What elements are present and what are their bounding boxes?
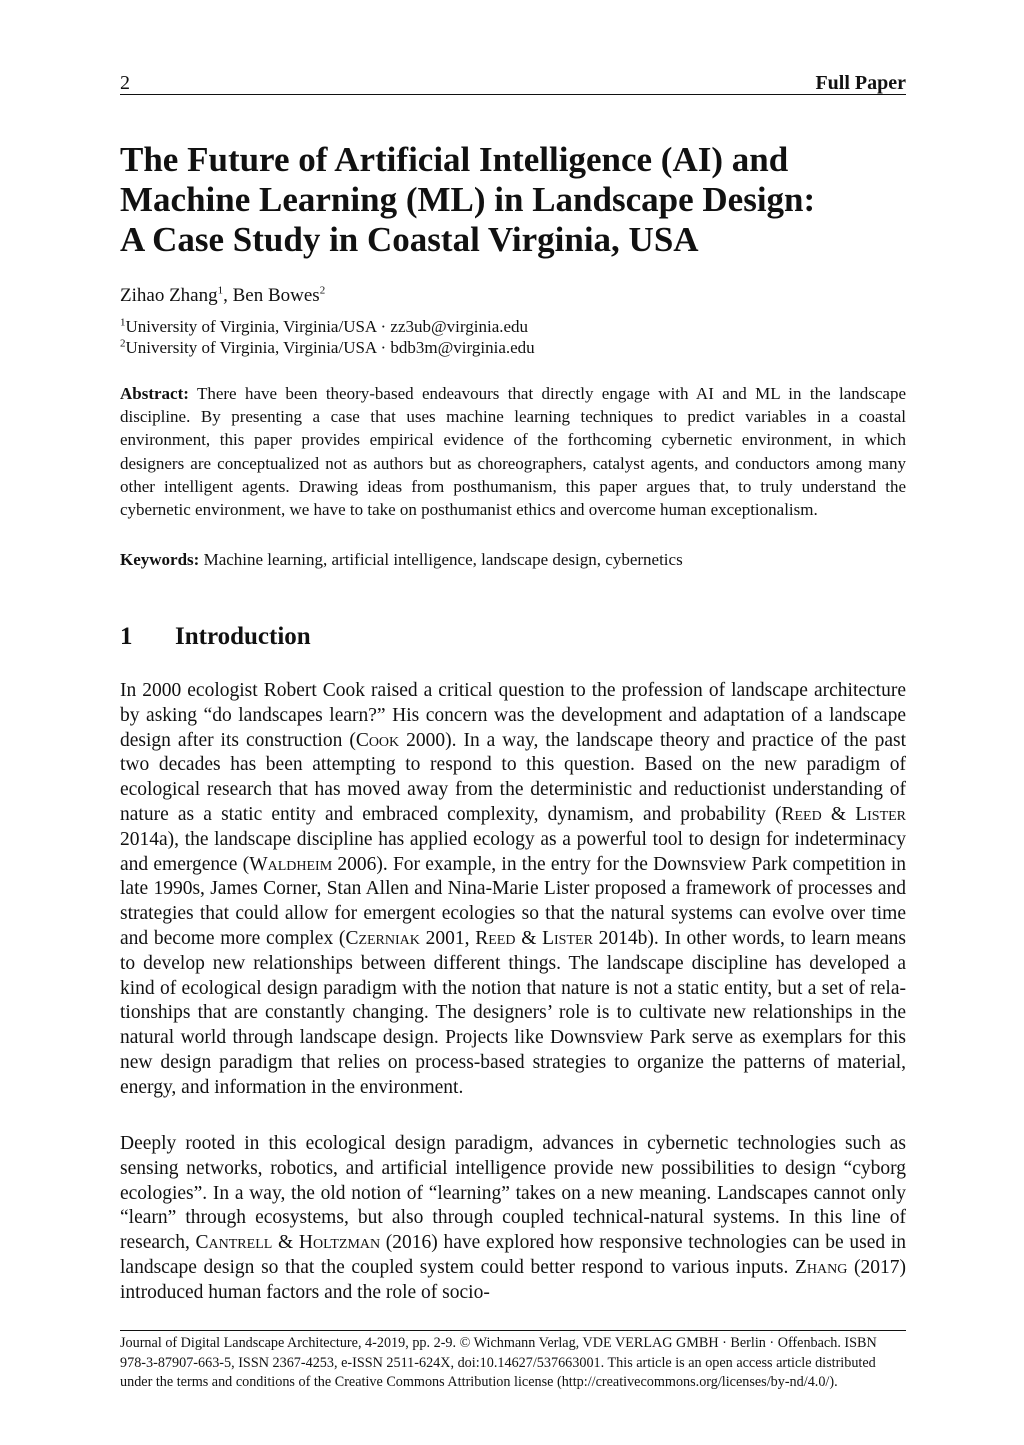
page-number: 2	[120, 72, 130, 94]
text-run: 2014b). In other words, to learn means to develop new relationships between different things. The landscape discipline has developed a kind of ecological design paradigm with the notion that nature is not a static entity, but a set of relationships that are constantly changing. The designers’ role is to cultivate new relationships in the natural world through landscape design. Projects like Downsview Park serve as exemplars for this new design paradigm that relies on process-based strategies to organize the patterns of material, energy, and information in the environment.	[120, 927, 906, 1098]
text-run: &	[821, 803, 856, 825]
citation-author: Reed	[781, 803, 822, 825]
section-title: Introduction	[175, 623, 311, 650]
author-name: Zihao Zhang	[120, 285, 218, 306]
text-run: (2017) introduced human factors and the role of socio-	[120, 1256, 906, 1303]
title-line-3: A Case Study in Coastal Virginia, USA	[120, 220, 699, 259]
citation-author: Cantrell	[195, 1232, 273, 1254]
affiliation-text: University of Virginia, Virginia/USA · bdb3m@virginia.edu	[125, 338, 535, 357]
affiliation	[120, 317, 528, 337]
text-run: In 2000 ecologist Robert Cook raised a critical question to the profession of landscape architecture by asking “do landscapes learn?” His concern was the development and adaptation of a landscape design after its construction (	[120, 680, 906, 751]
abstract	[120, 382, 906, 521]
citation-author: Zhang	[795, 1256, 848, 1278]
keywords	[120, 548, 906, 571]
section-number: 1	[120, 623, 133, 650]
abstract-label: Abstract:	[120, 384, 189, 403]
affiliation	[120, 338, 535, 358]
body-paragraph	[120, 1132, 906, 1306]
abstract-text: There have been theory-based endeavours that directly engage with AI and ML in the landscape discipline. By presenting a case that uses machine learning techniques to predict variables in a coastal environment, this paper provides empirical evidence of the forthcoming cybernetic environment, in which designers are conceptualized not as authors but as choreographers, catalyst agents, and conductors among many other intelligent agents. Drawing ideas from posthumanism, this paper argues that, to truly understand the cybernetic environment, we have to take on posthumanist ethics and overcome human exceptionalism.	[120, 384, 906, 520]
text-run: 2001,	[419, 927, 476, 949]
text-run: (2016) have explored how responsive technologies can be used in landscape design so that the coupled system could better respond to various inputs.	[120, 1232, 907, 1278]
author-affil-marker: 1	[217, 284, 224, 297]
author-name: Ben Bowes	[232, 285, 320, 306]
citation-author: Reed	[475, 927, 516, 949]
citation-author: Waldheim	[249, 853, 333, 875]
affiliation-marker: 1	[120, 316, 126, 329]
section-heading	[120, 623, 311, 651]
text-run: 2014a), the landscape discipline has applied ecology as a powerful tool to design for indeterminacy and emergence (	[120, 828, 906, 875]
text-run: &	[515, 927, 543, 949]
citation-author: Cook	[355, 729, 400, 751]
author-affil-marker: 2	[319, 284, 326, 297]
paper-title	[120, 140, 906, 260]
citation-author: Lister	[855, 803, 907, 825]
text-run: Deeply rooted in this ecological design paradigm, advances in cybernetic technologies such as sensing networks, robotics, and artificial intelligence provide new possibilities to design “cyborg ecologies”. In a way, the old notion of “learning” takes on a new meaning. Landscapes cannot only “learn” through ecosystems, but also through coupled technical-natural systems. In this line of research,	[120, 1133, 906, 1254]
author-separator: ,	[223, 285, 233, 306]
title-line-1: The Future of Artificial Intelligence (AI) and	[120, 140, 789, 179]
body-paragraph	[120, 679, 906, 1101]
keywords-text: Machine learning, artificial intelligence, landscape design, cybernetics	[203, 550, 683, 569]
running-head	[120, 72, 906, 95]
keywords-label: Keywords:	[120, 550, 200, 569]
citation-author: Holtzman	[298, 1232, 381, 1254]
citation-author: Czerniak	[345, 927, 420, 949]
publication-footnote: Journal of Digital Landscape Architecture, 4-2019, pp. 2-9. © Wichmann Verlag, VDE VERLAG GMBH · Berlin · Offenbach. ISBN 978-3-87907-663-5, ISSN 2367-4253, e-ISSN 2511-624X, doi:10.14627/537663001. This article is an open access article distributed under the terms and conditions of the Creative Commons Attribution license (http://creativecommons.org/licenses/by-nd/4.0/).	[120, 1335, 877, 1391]
author-list	[120, 285, 325, 307]
affiliation-marker: 2	[120, 337, 126, 350]
text-run: 2006). For example, in the entry for the Downsview Park competition in late 1990s, James Corner, Stan Allen and Nina-Marie Lister proposed a framework of processes and strategies that could allow for emergent ecologies so that the natural systems can evolve over time and become more complex (	[120, 853, 907, 949]
section-label: Full Paper	[815, 72, 906, 94]
affiliation-text: University of Virginia, Virginia/USA · zz3ub@virginia.edu	[125, 317, 529, 336]
text-run: &	[272, 1232, 299, 1254]
citation-author: Lister	[542, 927, 593, 949]
title-line-2: Machine Learning (ML) in Landscape Design:	[120, 180, 816, 219]
text-run: 2000). In a way, the landscape theory and practice of the past two decades has been attempting to respond to this question. Based on the new paradigm of ecological research that has moved away from the deterministic and reductionist understanding of nature as a static entity and embraced complexity, dynamism, and probability (	[120, 729, 906, 825]
footnote-divider	[120, 1330, 906, 1331]
